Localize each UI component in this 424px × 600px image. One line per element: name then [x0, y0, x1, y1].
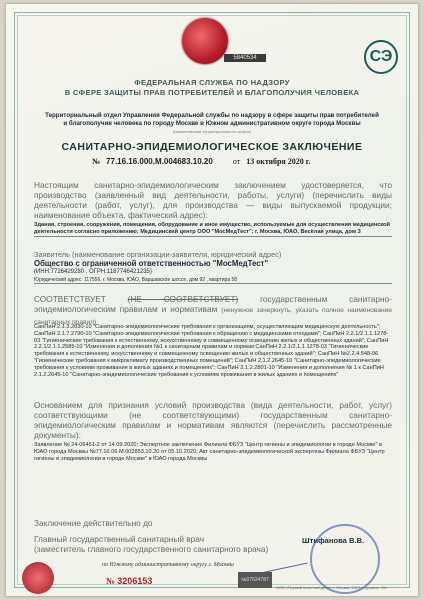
position-line-1: Главный государственный санитарный врач — [34, 534, 205, 544]
hologram-seal-icon — [182, 18, 228, 64]
certificate-sheet — [6, 4, 418, 596]
applicant-name: Общество с ограниченной ответственностью "МосМедТест" — [34, 259, 269, 268]
signer-name: Штифанова В.В. — [302, 536, 365, 545]
seal-number: №07624787 — [238, 572, 272, 588]
applicant-label: Заявитель (наименование организации-заявителя, юридический адрес) — [34, 250, 282, 259]
service-line-1: ФЕДЕРАЛЬНАЯ СЛУЖБА ПО НАДЗОРУ — [134, 78, 290, 87]
from-label: от — [232, 157, 241, 166]
rospotrebnadzor-logo-icon: СЭ — [364, 40, 398, 74]
department-line-2: и благополучия человека по городу Москве в Южном административном округе города Москвы — [63, 120, 361, 127]
activity-description: Здания, строения, сооружения, помещения, оборудование и иное имущество, используемые для осуществления медицинской деятельности согласно приложению; Медицинский центр ООО "МосМедТест"; г. Москва, ЮАО, Весёлая улица, дом 3 — [34, 222, 392, 237]
document-number-row — [92, 157, 332, 166]
document-number: 77.16.16.000.М.004683.10.20 — [106, 157, 213, 166]
stamp-number: 5840534 — [224, 54, 266, 62]
compliance-hint: (ненужное зачеркнуть, указать полное наименование санитарных правил) — [34, 307, 392, 326]
compliance-text — [34, 294, 392, 328]
department-line-1: Территориальный отдел Управления Федеральной службы по надзору в сфере защиты прав потребителей — [45, 112, 379, 119]
basis-documents: Заявление № 24-06451-2 от 14.09.2020; Экспертное заключение Филиала ФБУЗ "Центр гигиены и эпидемиологии в городе Москве" в ЮАО города Москвы №77.16.06.М.002853.10.20 от 05.10.2020; Акт санитарно-эпидемиологической экспертизы Филиала ФБУЗ "Центр гигиены и эпидемиологии в городе Москве" в ЮАО города Москвы — [34, 442, 385, 462]
document-date: 13 октября 2020 г. — [246, 157, 311, 166]
intro-text: Настоящим санитарно-эпидемиологическим заключением удостоверяется, что производство (заявленный вид деятельности, работы, услуги) (перечислить виды деятельности (работ, услуг), для производства — виды выпускаемой продукции; наименование объекта, фактический адрес): — [34, 180, 392, 220]
official-seal-icon — [310, 524, 380, 594]
compliance-rules-label: государственным санитарно-эпидемиологическим правилам и нормативам — [34, 294, 392, 314]
validity-text: Заключение действительно до — [34, 518, 153, 528]
department-caption: (наименование территориального органа) — [172, 129, 252, 134]
number-prefix: № — [92, 157, 101, 166]
applicant-address: Юридический адрес: 117556, г. Москва, ЮАО, Варшавское шоссе, дом 92 , квартира 58 — [34, 277, 392, 284]
printer-note: ООО «Первый печатный двор», г. Москва, 2019 г., уровень «В» — [276, 586, 388, 590]
hologram-small-icon — [22, 562, 54, 594]
serial-number-row — [106, 576, 152, 586]
document-title: САНИТАРНО-ЭПИДЕМИОЛОГИЧЕСКОЕ ЗАКЛЮЧЕНИЕ — [61, 141, 363, 153]
sanitary-rules-list: СанПиН 2.1.3.2630-10 "Санитарно-эпидемиологические требования к организациям, осуществляющим медицинскую деятельность"; СанПиН 2.1.7.2790-10 "Санитарно-эпидемиологические требования к обращению с медицинскими отходами"; СанПиН 2.2.1/2.1.1.1278-03 "Гигиенические требования к естественному, искусственному и совмещенному освещению жилых и общественных зданий"; СанПиН 2.2.1/2.1.1.2585-10 "Изменения и дополнения №1 к санитарным правилам и нормам СанПиН 2.2.1/2.1.1.1278-03 "Гигиенические требования к естественному, искусственному и совмещенному освещению жилых и общественных зданий"; СанПиН №2.2.4.548-96 "Гигиенические требования к микроклимату производственных помещений"; СанПиН 2.1.2.2645-10 "Санитарно-эпидемиологические требования к условиям проживания в жилых зданиях и помещениях"; СанПиН 2.1.2.2801-10 "Изменения и дополнения № 1 к СанПиН 2.1.2.2645-10 "Санитарно-эпидемиологические требования к условиям проживания в жилых зданиях и помещениях" — [34, 324, 389, 378]
compliance-yes: СООТВЕТСТВУЕТ — [34, 294, 106, 304]
applicant-ids: (ИНН:7726429280 , ОГРН:1187746421235) — [34, 269, 152, 275]
position-line-2: (заместитель главного государственного санитарного врача) — [34, 544, 269, 554]
service-line-2: В СФЕРЕ ЗАЩИТЫ ПРАВ ПОТРЕБИТЕЛЕЙ И БЛАГОПОЛУЧИЯ ЧЕЛОВЕКА — [64, 88, 360, 97]
basis-text: Основанием для признания условий производства (вида деятельности, работ, услуг) соответствующими (не соответствующими) государственным санитарно-эпидемиологическим правилам и нормативам являются (перечислить рассмотренные документы): — [34, 400, 392, 440]
department-name — [32, 112, 392, 128]
district: по Южному административному округу г. Москвы — [102, 562, 234, 568]
compliance-no-struck: (НЕ СООТВЕТСТВУЕТ) — [127, 294, 239, 304]
serial-number: 3206153 — [117, 576, 153, 586]
serial-prefix: № — [106, 576, 116, 586]
